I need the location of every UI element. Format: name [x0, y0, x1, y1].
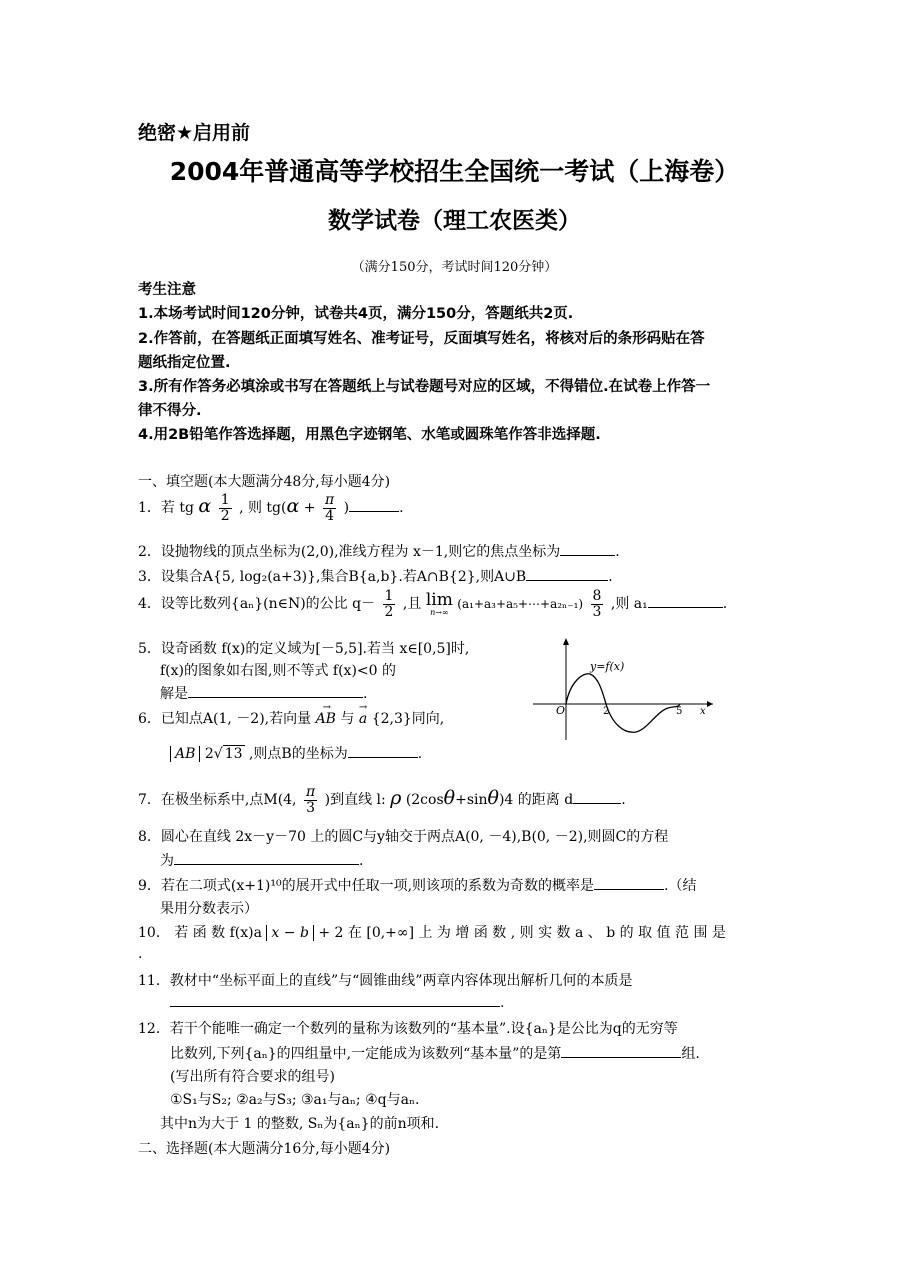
score-time: （满分150分，考试时间120分钟） — [351, 260, 558, 275]
question-12-line-3: (写出所有符合要求的组号) — [170, 1069, 335, 1085]
origin-label: O — [556, 704, 566, 717]
answer-blank-5[interactable] — [188, 683, 363, 698]
section-2-heading: 二、选择题(本大题满分16分,每小题4分) — [138, 1141, 391, 1157]
answer-blank-7[interactable] — [573, 789, 621, 804]
question-11: 11．教材中“坐标平面上的直线”与“圆锥曲线”两章内容体现出解析几何的本质是 — [138, 973, 633, 989]
question-5-line-2: f(x)的图象如右图,则不等式 f(x)<0 的 — [160, 663, 396, 679]
question-10: 10． 若 函 数 f(x)a x − b + 2 在 [0,+∞] 上 为 增 函 数 , 则 实 数 a 、 b 的 取 值 范 围 是 — [138, 925, 726, 941]
x-axis-arrow — [707, 701, 713, 707]
question-11-line-2: . — [170, 992, 504, 1011]
question-10-line-2: . — [138, 946, 143, 962]
note-2b: 题纸指定位置. — [138, 355, 231, 371]
question-12-line-1: 12．若干个能唯一确定一个数列的量称为该数列的“基本量”.设{aₙ}是公比为q的无穷等 — [138, 1021, 678, 1037]
question-1: 1．若 tg α $\frac{1}{2}$ , 则 tg(α + $\frac{\pi}{4}$ ) . — [138, 492, 404, 524]
question-5-line-1: 5．设奇函数 f(x)的定义域为[－5,5].若当 x∈[0,5]时, — [138, 641, 470, 657]
graph-label: y=f(x) — [590, 660, 625, 673]
section-1-heading: 一、填空题(本大题满分48分,每小题4分) — [138, 474, 391, 490]
note-2a: 2.作答前，在答题纸正面填写姓名、准考证号，反面填写姓名，将核对后的条形码贴在答 — [138, 331, 705, 347]
note-3b: 律不得分. — [138, 403, 202, 419]
question-6-line-2: AB 2√ 13 ,则点B的坐标为 . — [170, 743, 422, 763]
answer-blank-11[interactable] — [170, 992, 500, 1007]
x-label: x — [700, 706, 706, 717]
answer-blank-1[interactable] — [349, 497, 399, 512]
question-3: 3．设集合A{5, log₂(a+3)},集合B{a,b}.若A∩B{2},则A∪B . — [138, 566, 613, 586]
vector-ab: → AB — [315, 702, 336, 727]
question-9-line-2: 果用分数表示） — [160, 901, 258, 917]
note-3a: 3.所有作答务必填涂或书写在答题纸上与试卷题号对应的区域，不得错位.在试卷上作答一 — [138, 379, 711, 395]
question-7: 7．在极坐标系中,点M(4, $\frac{\pi}{3}$ )到直线 l: ρ (2cosθ+sinθ)4 的距离 d . — [138, 784, 626, 816]
answer-blank-6[interactable] — [348, 743, 418, 758]
secret-label: 绝密★启用前 — [138, 122, 251, 144]
tick-label-5: 5 — [676, 706, 683, 717]
exam-title: 2004年普通高等学校招生全国统一考试（上海卷） — [169, 157, 740, 186]
answer-blank-9[interactable] — [594, 875, 664, 890]
function-graph — [528, 632, 718, 742]
question-8-line-1: 8．圆心在直线 2x－y－70 上的圆C与y轴交于两点A(0, －4),B(0, －2),则圆C的方程 — [138, 829, 669, 845]
question-4: 4．设等比数列{aₙ}(n∈N)的公比 q－ $\frac{1}{2}$ ,且 lim n→∞ (a₁+a₃+a₅+⋯+a₂ₙ₋₁) $\frac{8}{3}$ ,则 a₁ . — [138, 588, 728, 620]
question-9-line-1: 9．若在二项式(x+1)¹⁰的展开式中任取一项,则该项的系数为奇数的概率是 .（结 — [138, 875, 697, 895]
question-8-line-2: 为 . — [160, 850, 363, 870]
question-12-line-4: ①S₁与S₂; ②a₂与S₃; ③a₁与aₙ; ④q与aₙ. — [170, 1092, 420, 1108]
answer-blank-8[interactable] — [174, 850, 359, 865]
question-2: 2．设抛物线的顶点坐标为(2,0),准线方程为 x－1,则它的焦点坐标为 . — [138, 541, 620, 561]
question-6-line-1: 6．已知点A(1, －2),若向量 → AB 与 → a {2,3}同向, — [138, 702, 445, 727]
exam-subtitle: 数学试卷（理工农医类） — [328, 208, 581, 234]
y-axis-arrow — [563, 638, 569, 645]
note-1: 1.本场考试时间120分钟，试卷共4页，满分150分，答题纸共2页. — [138, 306, 574, 322]
question-12-line-5: 其中n为大于 1 的整数, Sₙ为{aₙ}的前n项和. — [160, 1116, 440, 1132]
question-5-line-3: 解是 . — [160, 683, 367, 703]
note-4: 4.用2B铅笔作答选择题，用黑色字迹钢笔、水笔或圆珠笔作答非选择题. — [138, 427, 601, 443]
function-curve — [566, 674, 683, 733]
notes-heading: 考生注意 — [138, 282, 196, 298]
answer-blank-4[interactable] — [648, 593, 723, 608]
answer-blank-3[interactable] — [526, 566, 608, 581]
vector-a: → a — [358, 702, 368, 727]
tick-label-2: 2 — [603, 706, 610, 717]
answer-blank-2[interactable] — [560, 541, 615, 556]
answer-blank-12[interactable] — [561, 1043, 681, 1058]
question-12-line-2: 比数列,下列{aₙ}的四组量中,一定能成为该数列“基本量”的是第 组. — [170, 1043, 700, 1063]
